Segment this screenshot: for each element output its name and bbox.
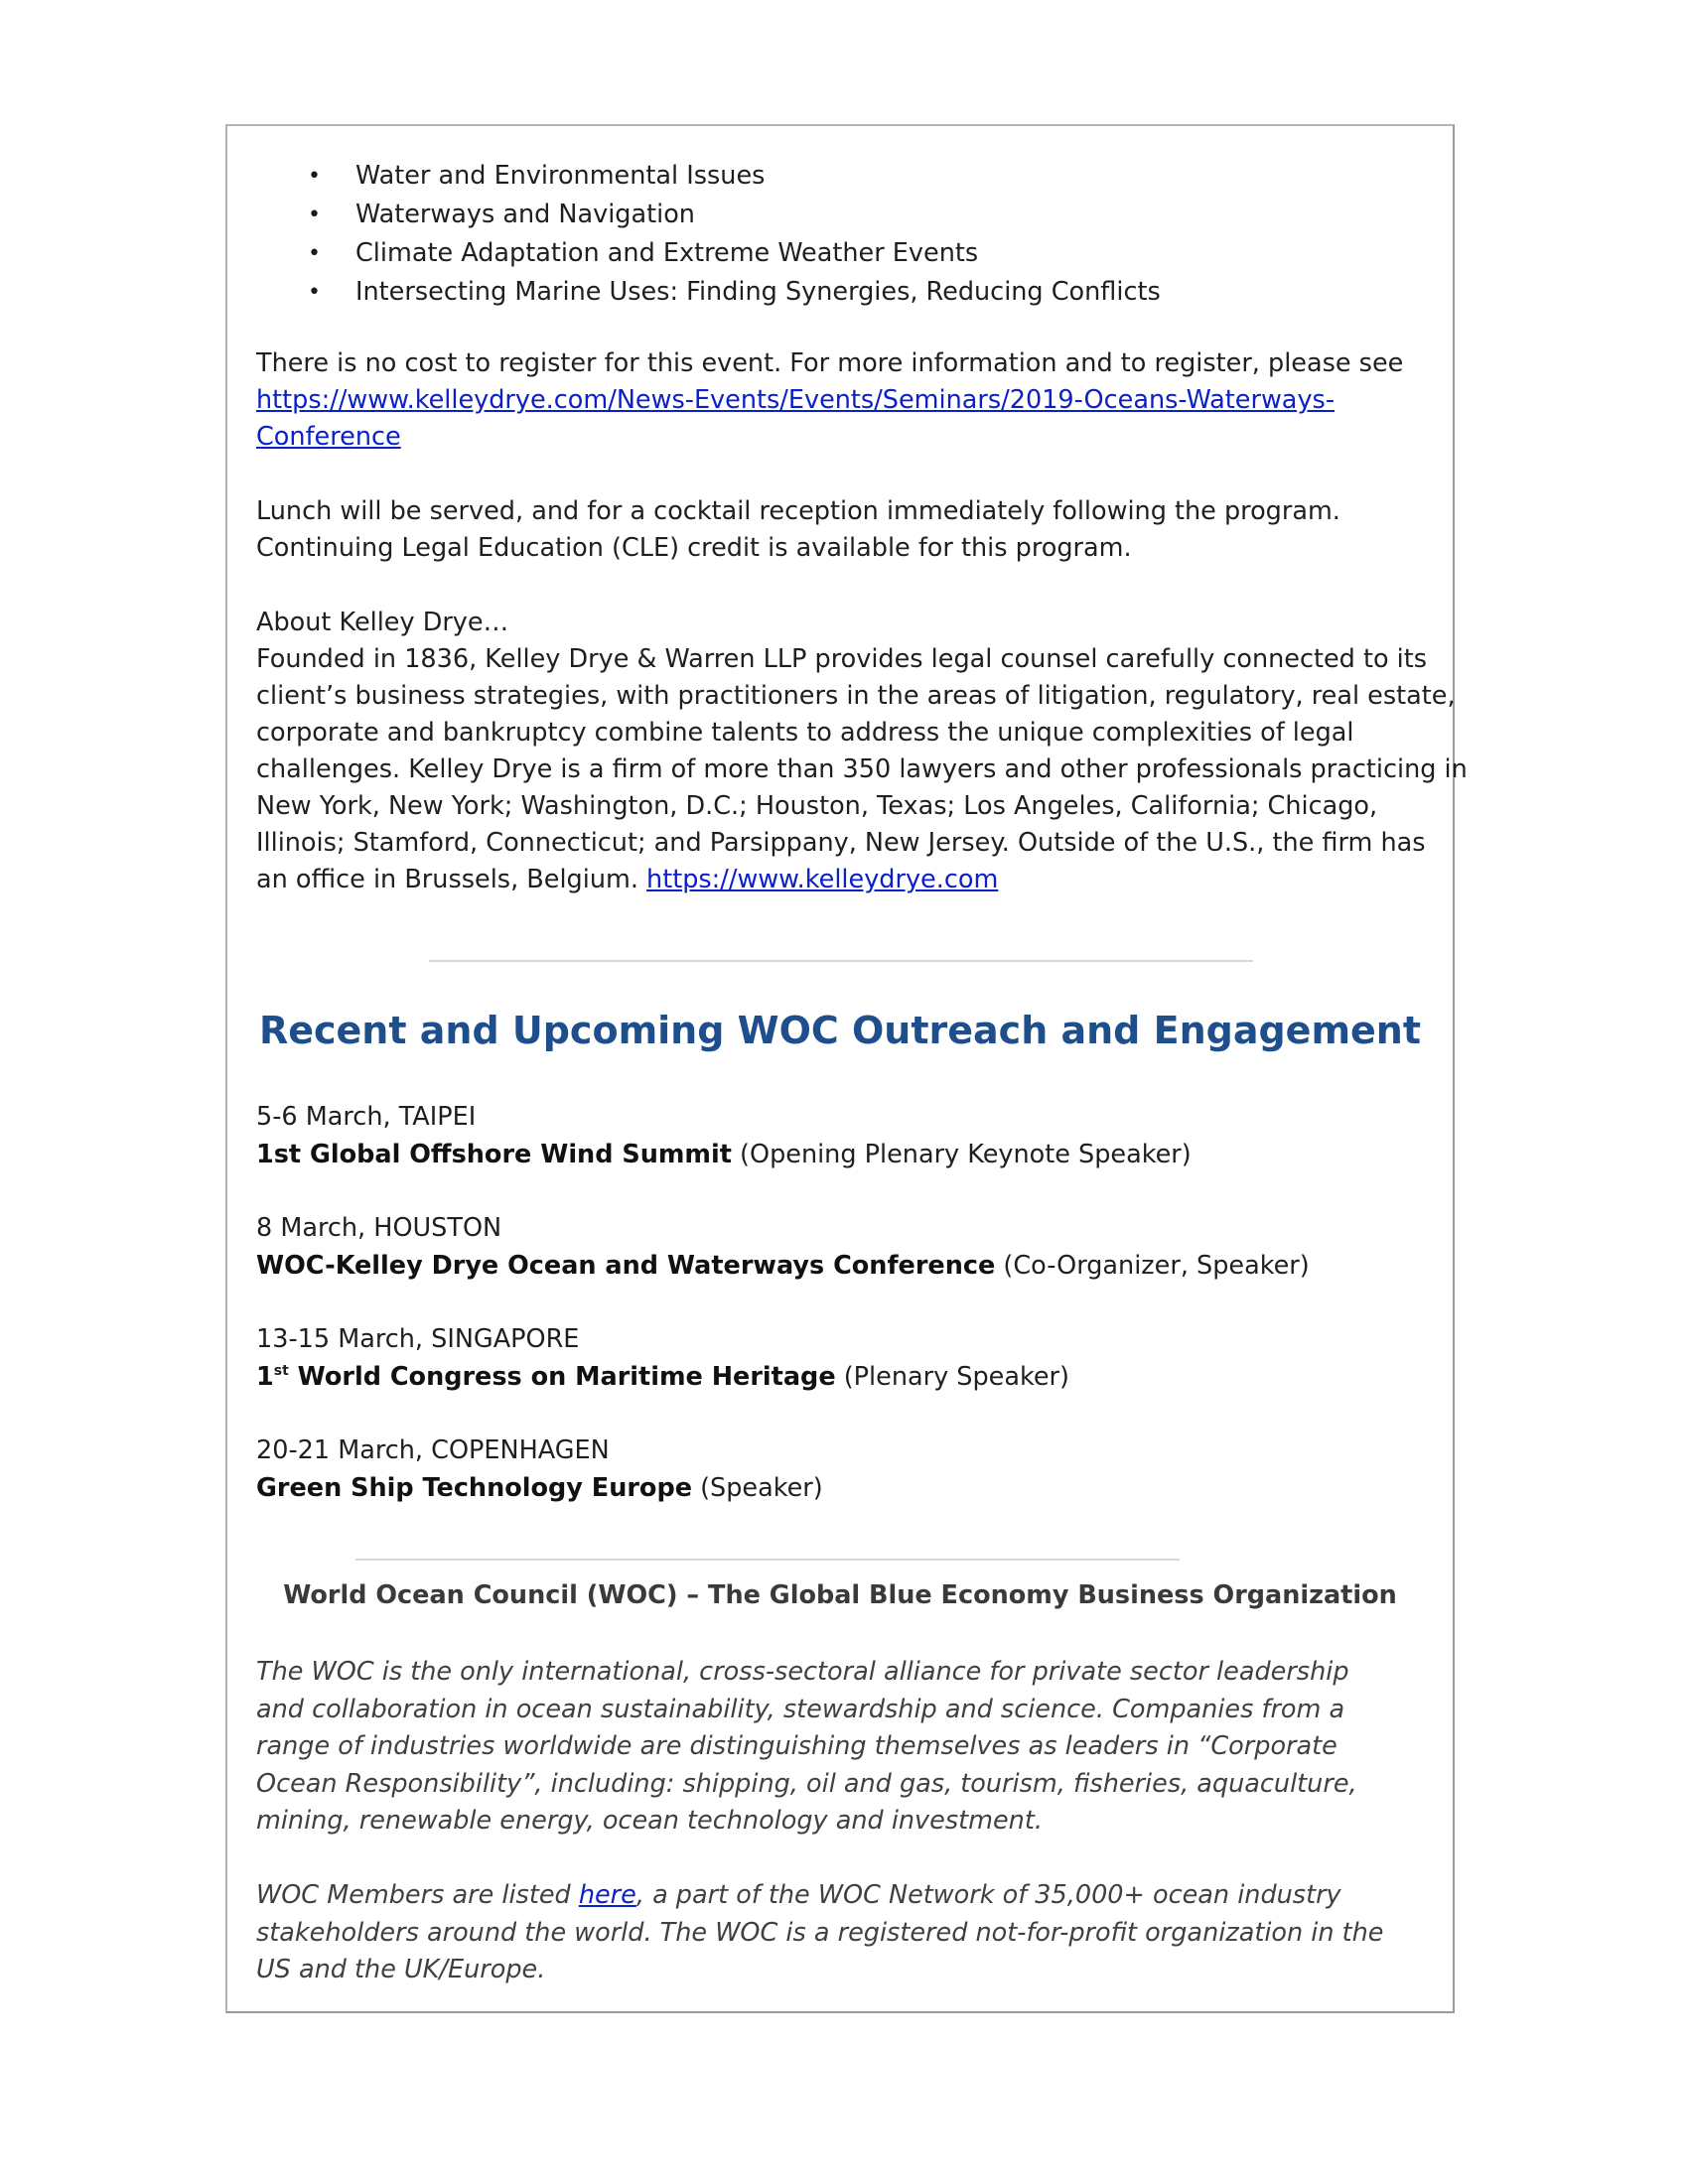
registration-text: There is no cost to register for this event. For more information and to register, please see — [256, 348, 1404, 378]
event-ordinal: 1 — [256, 1362, 274, 1392]
list-item: • Intersecting Marine Uses: Finding Synergies, Reducing Conflicts — [308, 273, 1161, 312]
section-divider — [355, 1559, 1180, 1561]
list-item: • Water and Environmental Issues — [308, 157, 1161, 196]
event-ordinal-suffix: st — [273, 1363, 289, 1379]
woc-members-paragraph: WOC Members are listed here, a part of the WOC Network of 35,000+ ocean industry stakeholders around the world. The WOC is a registered not-for-profit organization in the US and the UK/Europe. — [256, 1880, 1384, 1984]
outreach-section-title: Recent and Upcoming WOC Outreach and Engagement — [258, 1009, 1422, 1052]
event-date: 20-21 March, COPENHAGEN — [256, 1435, 610, 1465]
registration-link-continued[interactable]: Conference — [256, 422, 401, 452]
event-role: (Opening Plenary Keynote Speaker) — [731, 1140, 1192, 1169]
bullet-icon: • — [308, 164, 321, 189]
about-paragraph: About Kelley Drye… Founded in 1836, Kelley Drye & Warren LLP provides legal counsel carefully connected to its client’s business strategies, with practitioners in the areas of litigation, regulatory, real estate, corporate and bankruptcy combine talents to address the unique complexities of legal challenges. Kelley Drye is a firm of more than 350 lawyers and other professionals practicing in New York, New York; Washington, D.C.; Houston, Texas; Los Angeles, California; Chicago, Illinois; Stamford, Connecticut; and Parsippany, New Jersey. Outside of the U.S., the firm has an office in Brussels, Belgium. https://www.kelleydrye.com — [256, 605, 1468, 898]
bullet-icon: • — [308, 203, 321, 227]
event-role: (Plenary Speaker) — [835, 1362, 1069, 1392]
event-role: (Co-Organizer, Speaker) — [995, 1251, 1310, 1281]
woc-description: The WOC is the only international, cross-sectoral alliance for private sector leadership and collaboration in ocean sustainability, stewardship and science. Companies from a range of industries worldwide are distinguishing themselves as leaders in “Corporate Ocean Responsibility”, including: shipping, oil and gas, tourism, fisheries, aquaculture, mining, renewable energy, ocean technology and investment. — [256, 1657, 1357, 1836]
woc-members-link[interactable]: here — [578, 1880, 636, 1910]
topic-bullet-list — [308, 157, 1161, 312]
event-item — [256, 1098, 1192, 1173]
registration-link[interactable]: https://www.kelleydrye.com/News-Events/Events/Seminars/2019-Oceans-Waterways- — [256, 385, 1336, 415]
event-name: 1st Global Offshore Wind Summit — [256, 1140, 732, 1169]
event-role: (Speaker) — [692, 1473, 823, 1503]
bullet-icon: • — [308, 280, 321, 305]
event-item — [256, 1320, 1069, 1396]
registration-paragraph — [256, 345, 1403, 456]
list-item: • Climate Adaptation and Extreme Weather Events — [308, 234, 1161, 273]
section-divider — [429, 960, 1253, 962]
list-item: • Waterways and Navigation — [308, 196, 1161, 234]
kelleydrye-link[interactable]: https://www.kelleydrye.com — [646, 865, 999, 894]
event-name: World Congress on Maritime Heritage — [288, 1362, 836, 1392]
woc-org-title: World Ocean Council (WOC) – The Global Blue Economy Business Organization — [283, 1580, 1397, 1610]
event-item — [256, 1209, 1310, 1285]
event-name: Green Ship Technology Europe — [256, 1473, 692, 1503]
event-date: 13-15 March, SINGAPORE — [256, 1324, 580, 1354]
about-heading: About Kelley Drye… — [256, 608, 509, 637]
event-date: 5-6 March, TAIPEI — [256, 1102, 477, 1132]
event-name: WOC-Kelley Drye Ocean and Waterways Conference — [256, 1251, 996, 1281]
event-item — [256, 1432, 823, 1507]
bullet-icon: • — [308, 241, 321, 266]
lunch-paragraph: Lunch will be served, and for a cocktail reception immediately following the program. Continuing Legal Education (CLE) credit is available for this program. — [256, 496, 1340, 563]
event-date: 8 March, HOUSTON — [256, 1213, 502, 1243]
